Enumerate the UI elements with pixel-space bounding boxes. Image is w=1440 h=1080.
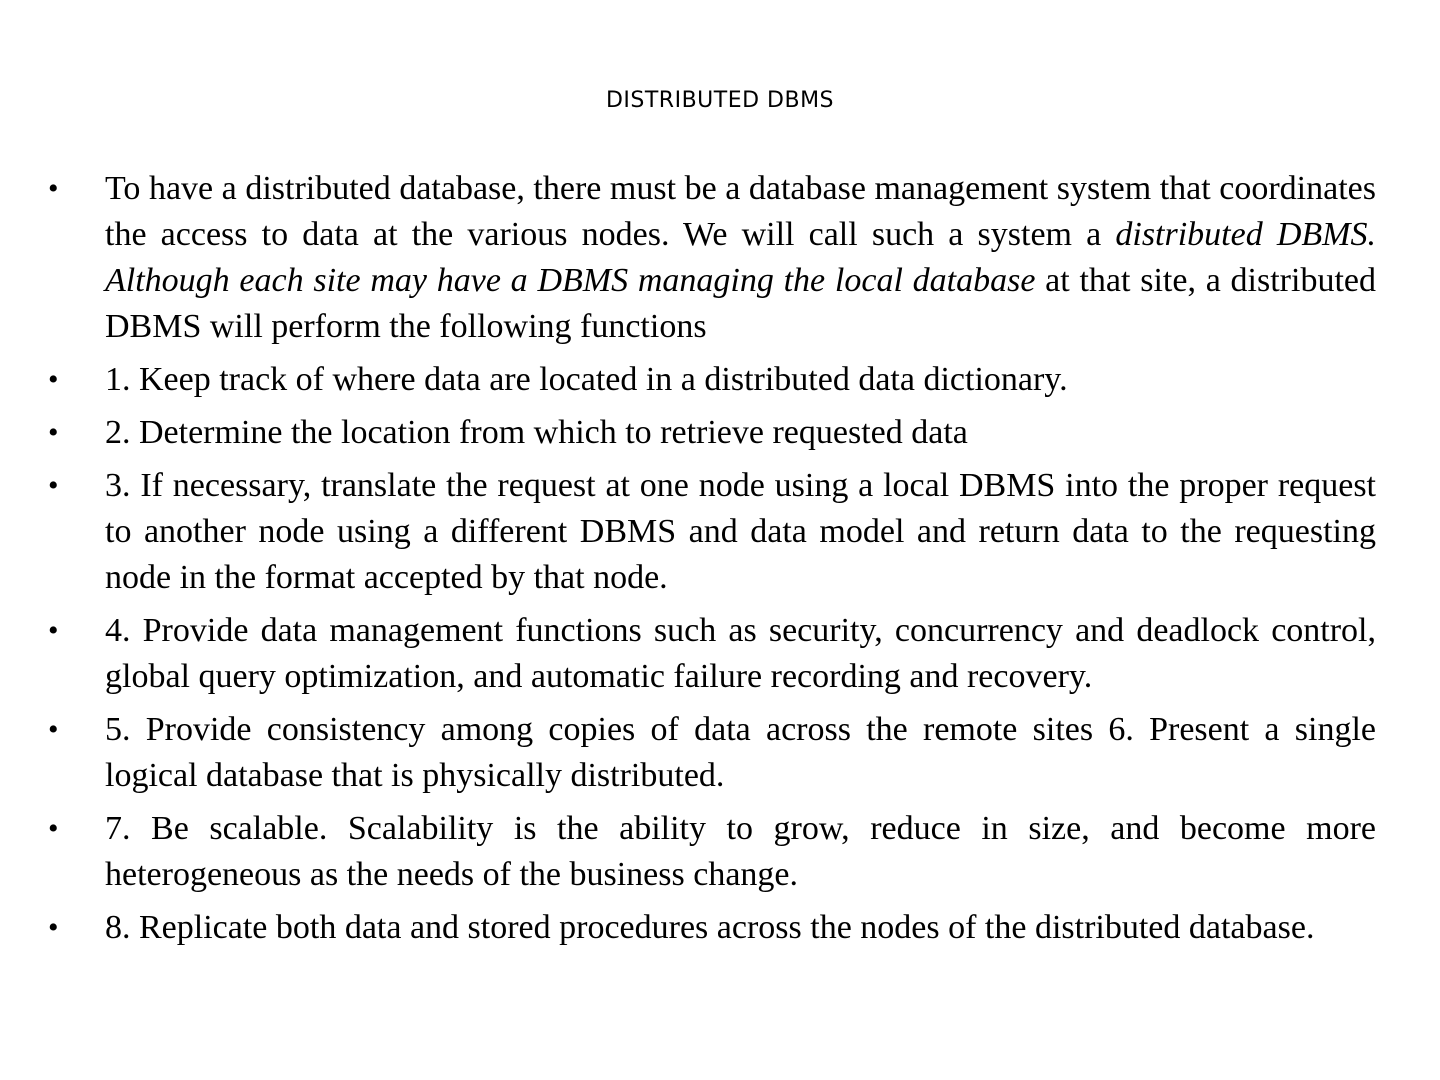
bullet-icon: •	[48, 363, 59, 396]
slide-title: DISTRIBUTED DBMS	[605, 88, 835, 113]
bullet-icon: •	[48, 812, 59, 845]
bullet-item-intro	[44, 166, 1376, 350]
bullet-list	[44, 166, 1376, 958]
bullet-icon: •	[48, 172, 59, 205]
bullet-item-1	[44, 357, 1376, 403]
bullet-icon: •	[48, 614, 59, 647]
bullet-icon: •	[48, 713, 59, 746]
intro-text-part2: at that site, a distributed DBMS will perform the following functions	[105, 262, 1376, 345]
bullet-text: 1. Keep track of where data are located in a distributed data dictionary.	[105, 361, 1068, 398]
bullet-text: 4. Provide data management functions such as security, concurrency and deadlock control, global query optimization, and automatic failure recording and recovery.	[105, 612, 1376, 695]
bullet-item-4	[44, 608, 1376, 700]
bullet-item-8	[44, 905, 1376, 951]
bullet-icon: •	[48, 416, 59, 449]
intro-text-italic: distributed DBMS. Although each site may have a DBMS managing the local database	[105, 216, 1377, 299]
bullet-item-2	[44, 410, 1376, 456]
bullet-item-5	[44, 707, 1376, 799]
bullet-text: 7. Be scalable. Scalability is the ability to grow, reduce in size, and become more heterogeneous as the needs of the business change.	[105, 810, 1376, 893]
intro-text-part1: To have a distributed database, there must be a database management system that coordinates the access to data at the various nodes. We will call such a system a	[105, 170, 1376, 253]
bullet-text: 2. Determine the location from which to retrieve requested data	[105, 414, 968, 451]
bullet-icon: •	[48, 911, 59, 944]
bullet-text: 8. Replicate both data and stored procedures across the nodes of the distributed database.	[105, 909, 1315, 946]
bullet-icon: •	[48, 469, 59, 502]
bullet-item-7	[44, 806, 1376, 898]
bullet-item-3	[44, 463, 1376, 601]
bullet-text	[105, 170, 1376, 345]
bullet-text: 5. Provide consistency among copies of data across the remote sites 6. Present a single logical database that is physically distributed.	[105, 711, 1376, 794]
bullet-text: 3. If necessary, translate the request at one node using a local DBMS into the proper request to another node using a different DBMS and data model and return data to the requesting node in the format accepted by that node.	[105, 467, 1376, 596]
